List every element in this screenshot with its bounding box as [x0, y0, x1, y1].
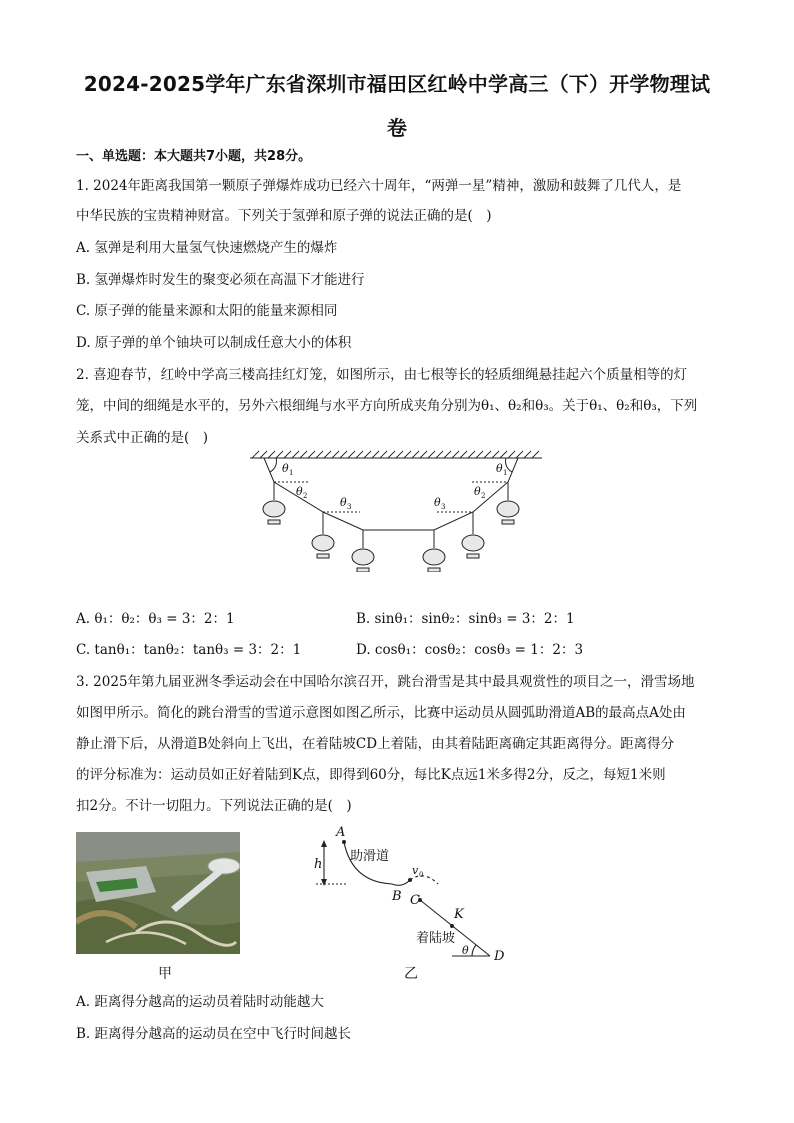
theta2-label-right: θ — [474, 485, 481, 498]
q3-stem-line-5: 扣2分。不计一切阻力。下列说法正确的是( ) — [76, 798, 352, 814]
q1-stem-line-2: 中华民族的宝贵精神财富。下列关于氢弹和原子弹的说法正确的是( ) — [76, 208, 492, 224]
theta2-label-left: θ — [296, 485, 303, 498]
lantern — [462, 535, 484, 551]
ski-venue-photo — [76, 832, 240, 954]
lantern-figure — [250, 450, 550, 572]
lantern — [312, 535, 334, 551]
q1-option-a: A. 氢弹是利用大量氢气快速燃烧产生的爆炸 — [76, 240, 338, 256]
q3-option-a: A. 距离得分越高的运动员着陆时动能越大 — [76, 994, 324, 1010]
q2-option-a: A. θ₁：θ₂：θ₃ = 3：2：1 — [76, 611, 235, 627]
label-d: D — [494, 949, 505, 964]
theta2-sub-right: 2 — [481, 492, 486, 500]
trajectory-dashed — [410, 876, 438, 884]
point-k — [450, 924, 454, 928]
lantern — [423, 549, 445, 565]
q2-option-d: D. cosθ₁：cosθ₂：cosθ₃ = 1：2：3 — [356, 642, 584, 658]
lantern-tassel — [502, 520, 514, 524]
lantern — [497, 501, 519, 517]
theta3-sub-left: 3 — [347, 503, 352, 511]
q2-option-b: B. sinθ₁：sinθ₂：sinθ₃ = 3：2：1 — [356, 611, 575, 627]
arrow-head-up — [321, 840, 327, 847]
q1-option-c: C. 原子弹的能量来源和太阳的能量来源相同 — [76, 303, 338, 319]
label-h: h — [314, 857, 323, 872]
q3-stem-line-1: 3. 2025年第九届亚洲冬季运动会在中国哈尔滨召开，跳台滑雪是其中最具观赏性的项目之一，滑雪场地 — [76, 674, 695, 690]
theta3-sub-right: 3 — [441, 503, 446, 511]
point-a — [342, 840, 346, 844]
point-b — [408, 878, 412, 882]
label-b: B — [392, 889, 402, 904]
q3-option-b: B. 距离得分越高的运动员在空中飞行时间越长 — [76, 1026, 352, 1042]
label-v0-sub: 0 — [419, 871, 424, 879]
lantern-tassel — [268, 520, 280, 524]
q2-stem-line-2: 笼，中间的细绳是水平的，另外六根细绳与水平方向所成夹角分别为θ₁、θ₂和θ₃。关于θ₁、θ₂和θ₃，下列 — [76, 398, 698, 414]
lantern-tassel — [467, 554, 479, 558]
label-v0: v — [412, 864, 419, 877]
label-slope: 着陆坡 — [416, 931, 456, 946]
q2-stem-line-1: 2. 喜迎春节，红岭中学高三楼高挂红灯笼，如图所示，由七根等长的轻质细绳悬挂起六个质量相等的灯 — [76, 367, 688, 383]
caption-jia: 甲 — [158, 966, 172, 982]
label-c: C — [410, 893, 420, 908]
q3-stem-line-3: 静止滑下后，从滑道B处斜向上飞出，在着陆坡CD上着陆，由其着陆距离确定其距离得分。距离得分 — [76, 736, 675, 752]
theta3-label-right: θ — [434, 496, 441, 509]
label-a: A — [336, 825, 346, 840]
lantern-tassel — [428, 568, 440, 572]
theta1-label-right: θ — [496, 462, 503, 475]
theta1-sub-right: 1 — [503, 469, 508, 477]
ceiling-hatching — [252, 451, 539, 458]
q1-option-b: B. 氢弹爆炸时发生的聚变必须在高温下才能进行 — [76, 272, 365, 288]
label-ramp: 助滑道 — [350, 849, 390, 864]
document-title — [60, 62, 734, 150]
title-line-2: 卷 — [386, 116, 408, 140]
lantern — [352, 549, 374, 565]
theta1-sub-left: 1 — [289, 469, 294, 477]
q3-stem-line-4: 的评分标准为：运动员如正好着陆到K点，即得到60分，每比K点远1米多得2分，反之，每短1米则 — [76, 767, 666, 783]
angle-arc — [270, 458, 276, 472]
label-k: K — [454, 907, 464, 922]
theta3-label-left: θ — [340, 496, 347, 509]
ski-jump-diagram — [312, 820, 522, 970]
title-line-1: 2024-2025学年广东省深圳市福田区红岭中学高三（下）开学物理试 — [83, 72, 711, 96]
theta2-sub-left: 2 — [303, 492, 308, 500]
q2-option-c: C. tanθ₁：tanθ₂：tanθ₃ = 3：2：1 — [76, 642, 302, 658]
q2-stem-line-3: 关系式中正确的是( ) — [76, 430, 209, 446]
q1-option-d: D. 原子弹的单个铀块可以制成任意大小的体积 — [76, 335, 352, 351]
theta1-label-left: θ — [282, 462, 289, 475]
label-theta: θ — [462, 944, 469, 957]
lantern — [263, 501, 285, 517]
lantern-tassel — [357, 568, 369, 572]
q3-stem-line-2: 如图甲所示。简化的跳台滑雪的雪道示意图如图乙所示，比赛中运动员从圆弧助滑道AB的最高点A处由 — [76, 705, 686, 721]
section-heading: 一、单选题：本大题共7小题，共28分。 — [76, 149, 312, 164]
ramp-lip — [392, 880, 410, 885]
q1-stem-line-1: 1. 2024年距离我国第一颗原子弹爆炸成功已经六十周年，“两弹一星”精神，激励和鼓舞了几代人，是 — [76, 178, 682, 194]
lantern-tassel — [317, 554, 329, 558]
arrow-head-down — [321, 879, 327, 886]
caption-yi: 乙 — [404, 966, 418, 982]
slope-angle-arc — [472, 945, 476, 956]
